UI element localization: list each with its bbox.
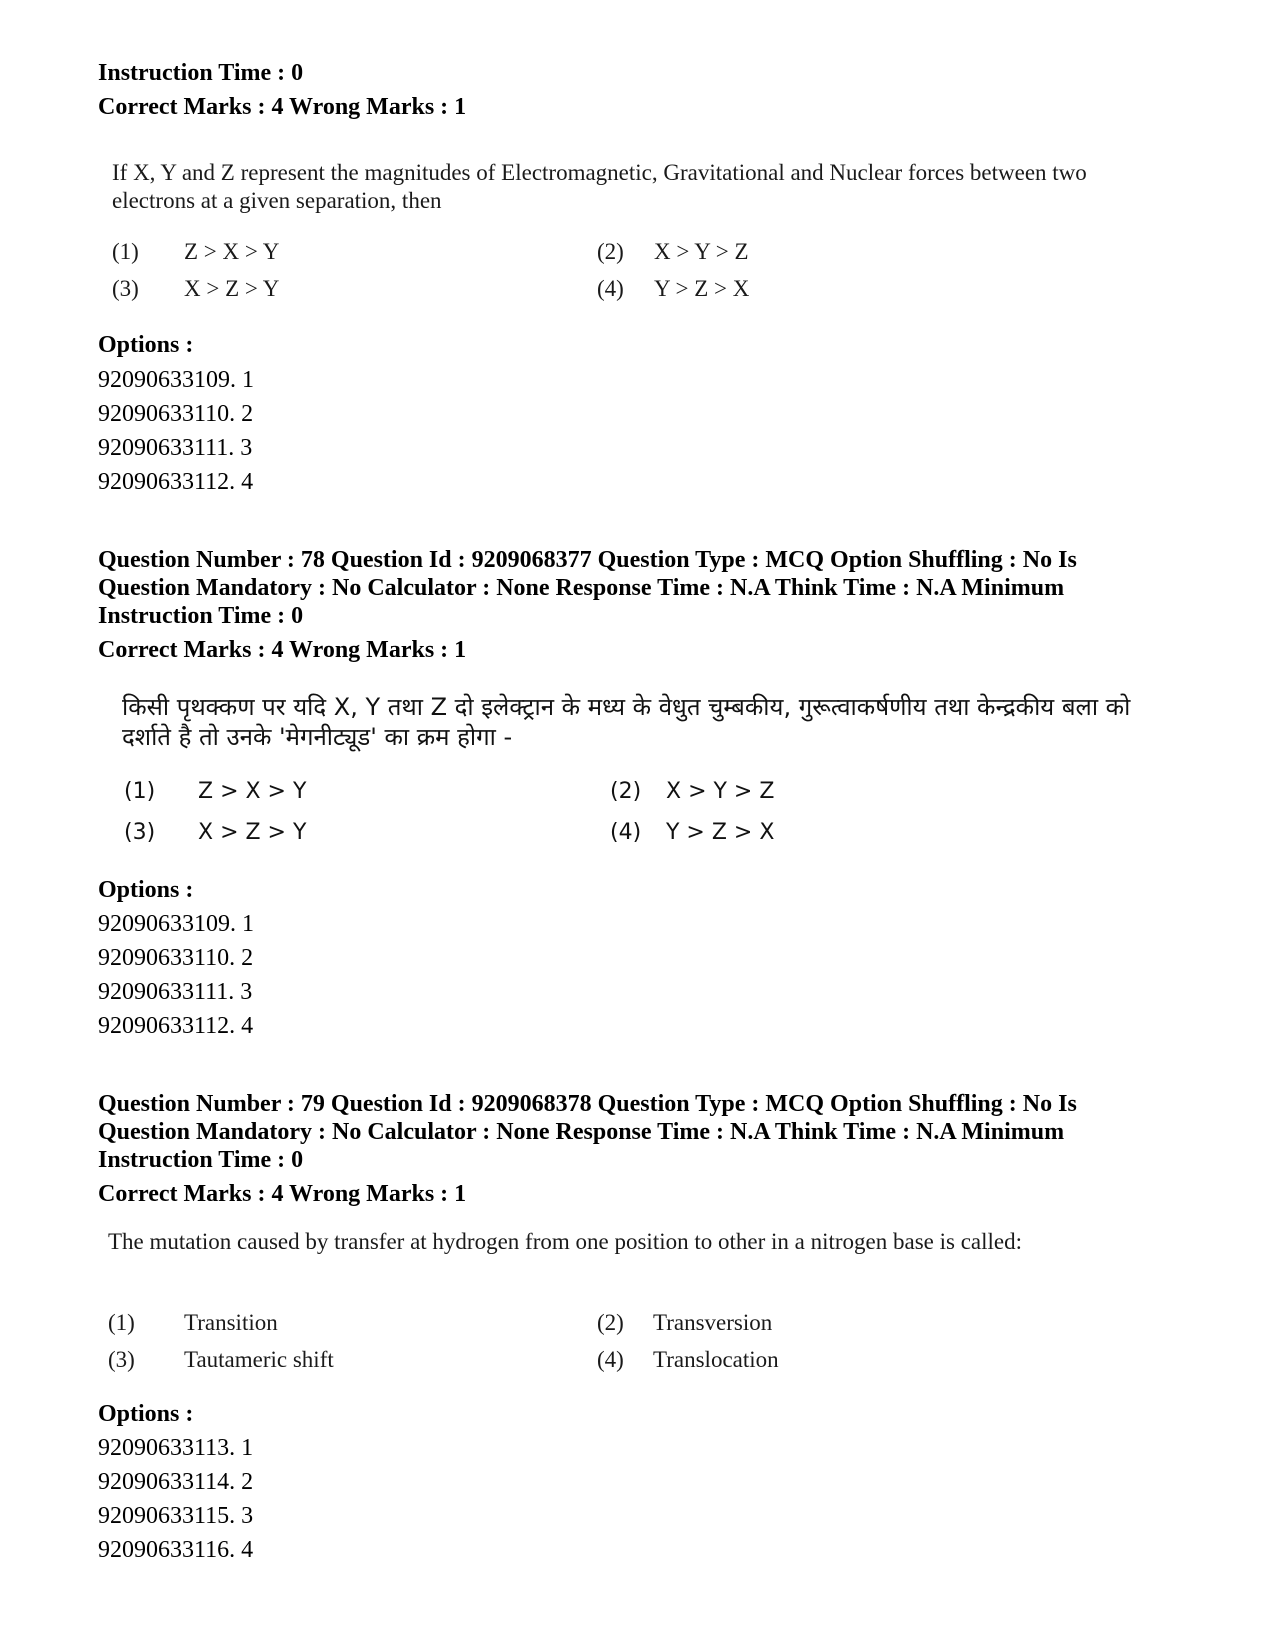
option-item: 92090633109. 1: [98, 911, 254, 937]
instruction-time: Instruction Time : 0: [98, 1147, 304, 1173]
marks-line: Correct Marks : 4 Wrong Marks : 1: [98, 94, 467, 120]
options-label: Options :: [98, 332, 194, 358]
choice-1: [112, 238, 279, 266]
option-item: 92090633115. 3: [98, 1503, 254, 1529]
choice-number: (4): [597, 1347, 624, 1372]
choice-2: [610, 778, 774, 806]
question-header-line2: Question Mandatory : No Calculator : None Response Time : N.A Think Time : N.A Minimum: [98, 575, 1065, 601]
choice-number: (3): [124, 820, 156, 845]
choice-2: [597, 1309, 772, 1337]
options-label: Options :: [98, 1401, 194, 1427]
option-item: 92090633111. 3: [98, 435, 253, 461]
choice-text: Translocation: [653, 1347, 779, 1372]
choice-number: (3): [112, 276, 139, 301]
instruction-time: Instruction Time : 0: [98, 60, 304, 86]
option-item: 92090633109. 1: [98, 367, 254, 393]
choice-text: X > Z > Y: [184, 276, 280, 301]
choice-text: X > Y > Z: [666, 779, 775, 804]
options-label: Options :: [98, 877, 194, 903]
option-item: 92090633111. 3: [98, 979, 253, 1005]
choice-text: Tautameric shift: [184, 1347, 334, 1372]
option-item: 92090633112. 4: [98, 469, 254, 495]
choice-text: X > Z > Y: [198, 820, 307, 845]
choice-text: Z > X > Y: [184, 239, 280, 264]
question-header-line2: Question Mandatory : No Calculator : None Response Time : N.A Think Time : N.A Minimum: [98, 1119, 1065, 1145]
choice-4: [597, 1346, 779, 1374]
choice-2: [597, 238, 749, 266]
option-item: 92090633114. 2: [98, 1469, 254, 1495]
choice-3: [108, 1346, 334, 1374]
marks-line: Correct Marks : 4 Wrong Marks : 1: [98, 637, 467, 663]
choice-text: Y > Z > X: [654, 276, 750, 301]
option-item: 92090633116. 4: [98, 1537, 254, 1563]
choice-1: [124, 778, 306, 806]
choice-number: (2): [597, 1310, 624, 1335]
question-header-line1: Question Number : 78 Question Id : 9209068377 Question Type : MCQ Option Shuffling : No Is: [98, 547, 1077, 573]
choice-1: [108, 1309, 278, 1337]
choice-number: (4): [597, 276, 624, 301]
choice-text: Transversion: [653, 1310, 773, 1335]
instruction-time: Instruction Time : 0: [98, 603, 304, 629]
choice-3: [112, 275, 279, 303]
choice-text: Transition: [184, 1310, 278, 1335]
choice-number: (3): [108, 1347, 135, 1372]
choice-text: Y > Z > X: [666, 820, 775, 845]
question-header-line1: Question Number : 79 Question Id : 9209068378 Question Type : MCQ Option Shuffling : No Is: [98, 1091, 1077, 1117]
option-item: 92090633110. 2: [98, 401, 254, 427]
option-item: 92090633113. 1: [98, 1435, 254, 1461]
option-item: 92090633110. 2: [98, 945, 254, 971]
choice-number: (1): [112, 239, 139, 264]
marks-line: Correct Marks : 4 Wrong Marks : 1: [98, 1181, 467, 1207]
choice-text: Z > X > Y: [198, 779, 307, 804]
choice-number: (2): [610, 779, 642, 804]
choice-number: (4): [610, 820, 642, 845]
choice-4: [610, 819, 774, 847]
choice-number: (1): [108, 1310, 135, 1335]
choice-text: X > Y > Z: [654, 239, 749, 264]
choice-number: (1): [124, 779, 156, 804]
question-text: If X, Y and Z represent the magnitudes of Electromagnetic, Gravitational and Nuclear forces between two electrons at a given separation, then: [112, 160, 1087, 213]
choice-number: (2): [597, 239, 624, 264]
choice-3: [124, 819, 306, 847]
choice-4: [597, 275, 749, 303]
option-item: 92090633112. 4: [98, 1013, 254, 1039]
question-text: The mutation caused by transfer at hydrogen from one position to other in a nitrogen base is called:: [108, 1229, 1022, 1254]
question-text: किसी पृथक्कण पर यदि X, Y तथा Z दो इलेक्ट्रान के मध्य के वेधुत चुम्बकीय, गुरूत्वाकर्षणीय तथा केन्द्रकीय बला को दर्शाते है तो उनके 'मेगनीट्यूड' का क्रम होगा -: [122, 693, 1131, 751]
